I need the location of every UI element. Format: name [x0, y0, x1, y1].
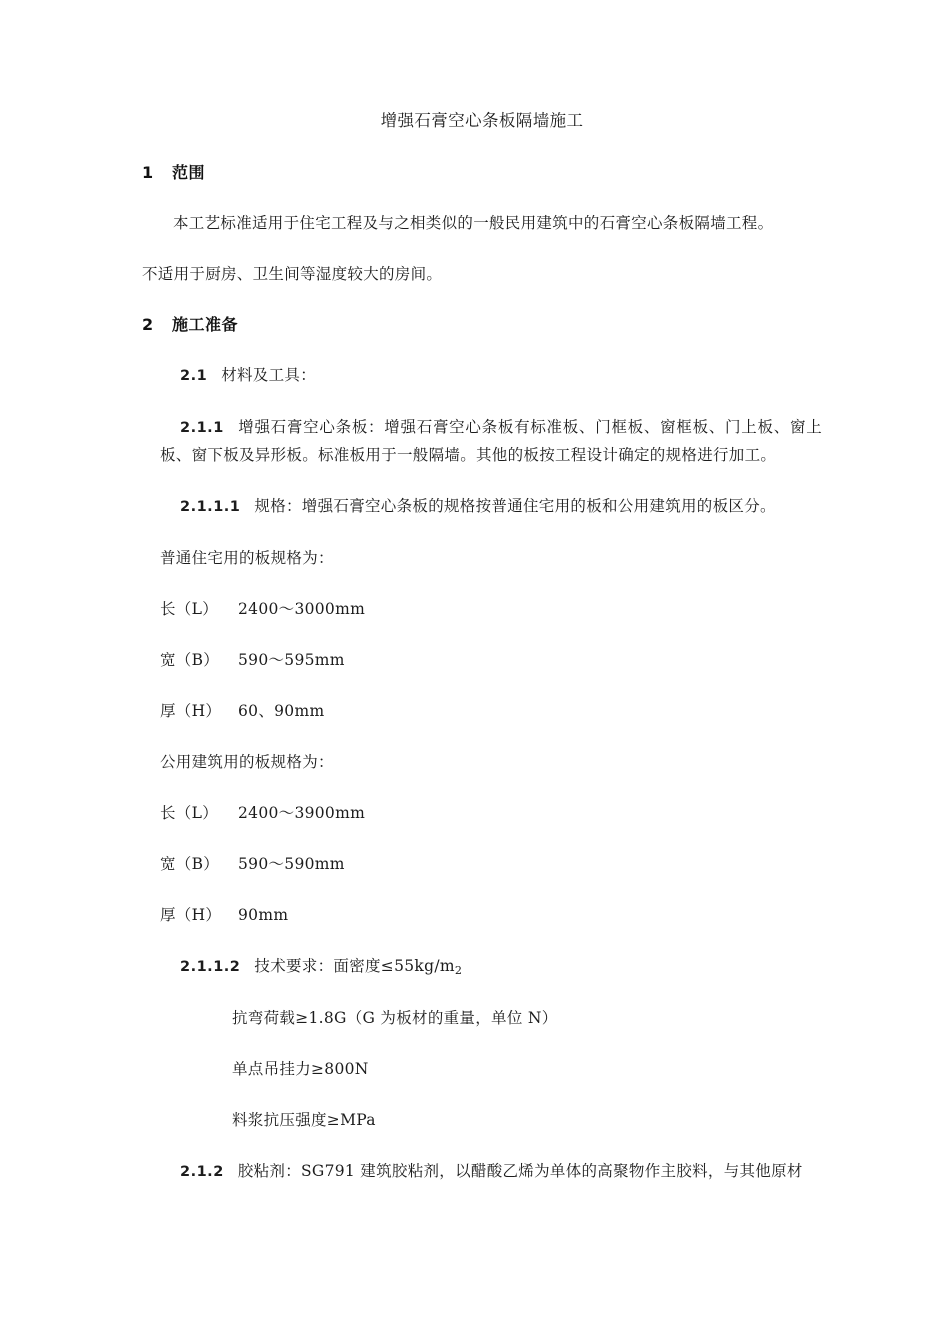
subsection-number-2-1: 2.1 — [180, 368, 208, 384]
spec-label-width: 宽（B） — [160, 651, 220, 669]
spec-row-public-length — [142, 800, 822, 827]
spec-value-thickness: 60、90mm — [238, 702, 325, 720]
spec-label-public-width: 宽（B） — [160, 855, 220, 873]
requirement-point-load: 单点吊挂力≥800N — [232, 1060, 369, 1078]
paragraph-scope-2: 不适用于厨房、卫生间等湿度较大的房间。 — [142, 265, 443, 283]
requirement-bending-load: 抗弯荷载≥1.8G（G 为板材的重量，单位 N） — [232, 1009, 558, 1027]
section-number-2: 2 — [142, 315, 154, 334]
spec-label-length: 长（L） — [160, 600, 218, 618]
subsection-number-2-1-2: 2.1.2 — [180, 1164, 224, 1180]
spec-label-public-length: 长（L） — [160, 804, 218, 822]
subsection-text-2-1-1: 增强石膏空心条板：增强石膏空心条板有标准板、门框板、窗框板、门上板、窗上板、窗下板及异形板。标准板用于一般隔墙。其他的板按工程设计确定的规格进行加工。 — [160, 418, 822, 464]
spec-row-public-width — [142, 851, 822, 878]
subsection-2-1-1-1 — [142, 493, 822, 521]
requirement-compressive-strength: 料浆抗压强度≥MPa — [232, 1111, 376, 1129]
subsection-2-1 — [142, 362, 822, 390]
subsection-2-1-1-2 — [142, 953, 822, 981]
spec-value-public-width: 590〜590mm — [238, 855, 345, 873]
subsection-number-2-1-1-2: 2.1.1.2 — [180, 959, 241, 975]
subsection-number-2-1-1: 2.1.1 — [180, 420, 224, 436]
section-number-1: 1 — [142, 163, 154, 182]
subsection-text-2-1-1-2: 技术要求：面密度≤55kg/m — [254, 957, 455, 975]
subsection-text-2-1-2: 胶粘剂：SG791 建筑胶粘剂，以醋酸乙烯为单体的高聚物作主胶料，与其他原材 — [237, 1162, 803, 1180]
section-heading-1 — [142, 160, 822, 186]
spec-row-residential-length — [142, 596, 822, 623]
spec-label-public-thickness: 厚（H） — [160, 906, 222, 924]
spec-label-thickness: 厚（H） — [160, 702, 222, 720]
spec-row-residential-width — [142, 647, 822, 674]
spec-value-public-thickness: 90mm — [238, 906, 289, 924]
section-title-2: 施工准备 — [172, 315, 239, 334]
spec-value-public-length: 2400〜3900mm — [238, 804, 366, 822]
paragraph-scope-1: 本工艺标准适用于住宅工程及与之相类似的一般民用建筑中的石膏空心条板隔墙工程。 — [173, 214, 774, 232]
section-title-1: 范围 — [172, 163, 206, 182]
area-density-subscript: 2 — [454, 964, 463, 978]
subsection-text-2-1-1-1: 规格：增强石膏空心条板的规格按普通住宅用的板和公用建筑用的板区分。 — [254, 497, 776, 515]
spec-row-residential-thickness — [142, 698, 822, 725]
spec-row-public-thickness — [142, 902, 822, 929]
residential-spec-heading: 普通住宅用的板规格为： — [160, 549, 334, 567]
section-heading-2 — [142, 312, 822, 338]
spec-value-length: 2400〜3000mm — [238, 600, 366, 618]
document-title: 增强石膏空心条板隔墙施工 — [380, 111, 584, 130]
subsection-2-1-2 — [142, 1158, 822, 1186]
spec-value-width: 590〜595mm — [238, 651, 345, 669]
subsection-2-1-1 — [142, 414, 822, 469]
subsection-number-2-1-1-1: 2.1.1.1 — [180, 499, 241, 515]
public-spec-heading: 公用建筑用的板规格为： — [160, 753, 334, 771]
document-content — [142, 108, 822, 1210]
subsection-text-2-1: 材料及工具： — [221, 366, 316, 384]
